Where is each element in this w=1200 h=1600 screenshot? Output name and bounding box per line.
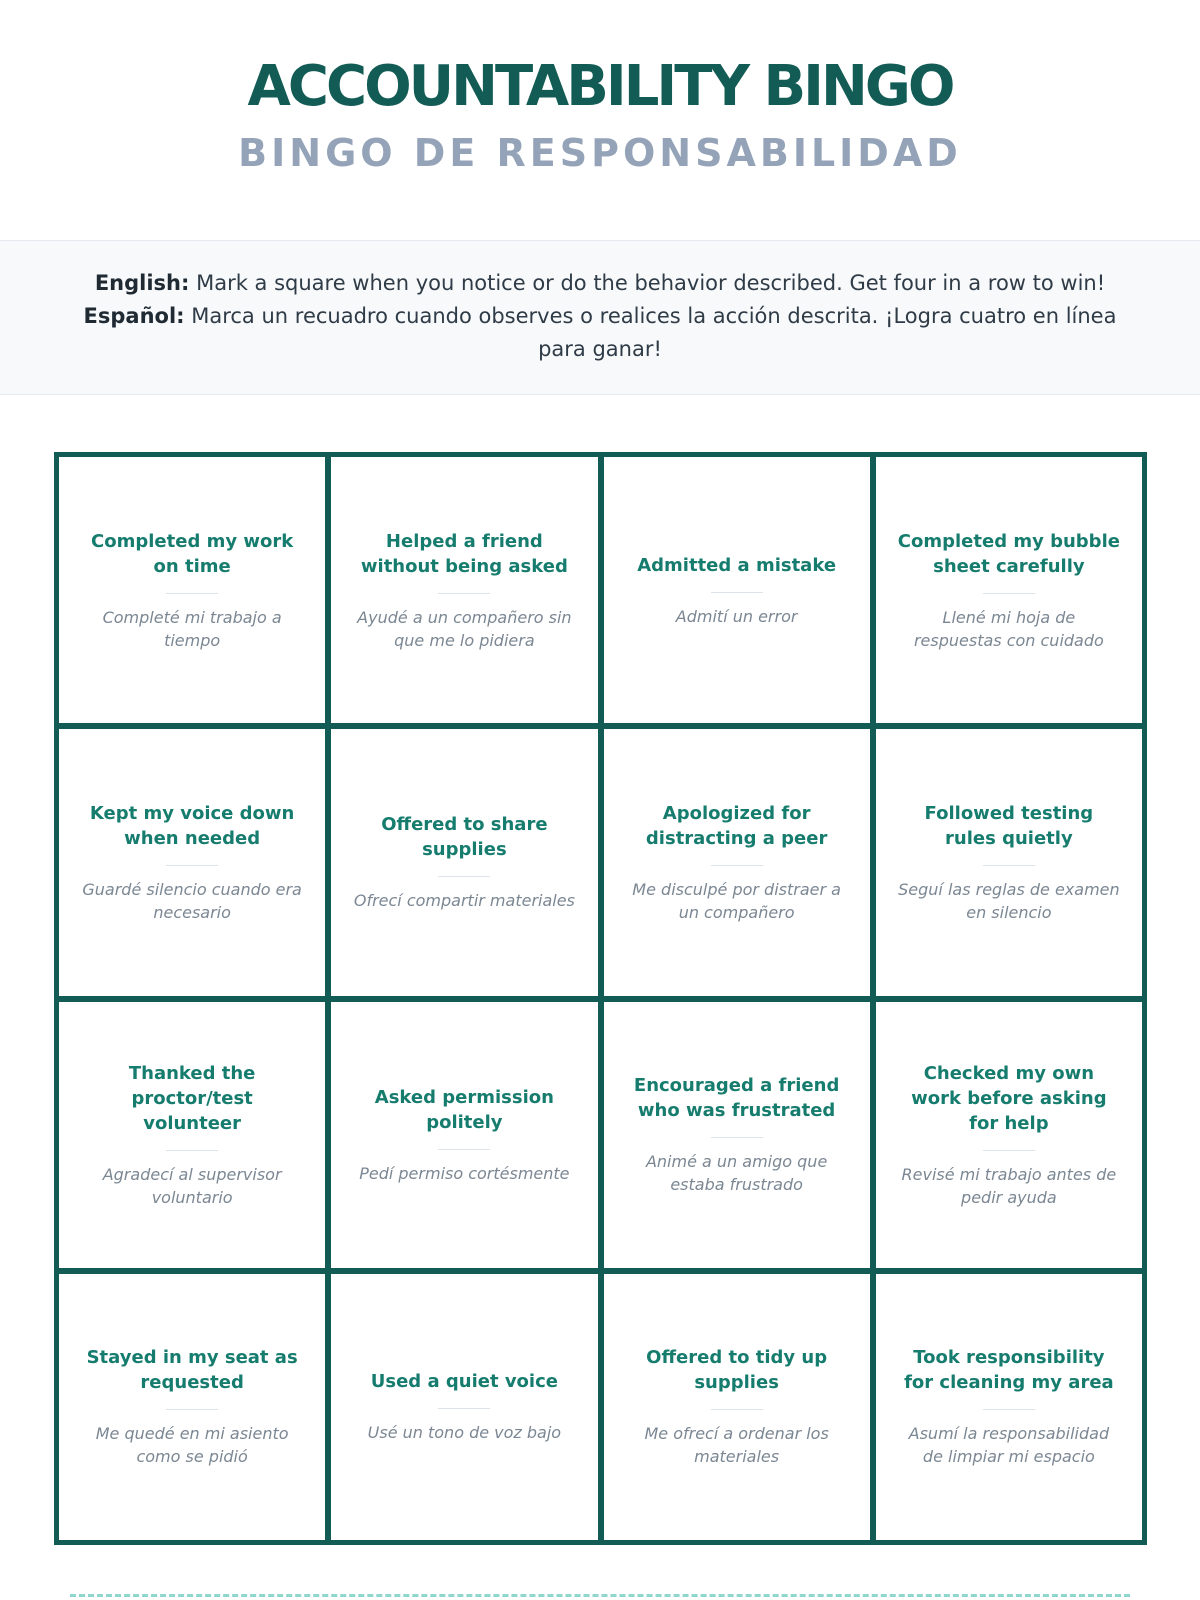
bingo-cell[interactable]: [331, 729, 597, 995]
page-title: ACCOUNTABILITY BINGO: [247, 54, 953, 119]
english-label: English:: [94, 271, 190, 295]
cell-divider: [438, 1149, 490, 1150]
cell-divider: [438, 1408, 490, 1409]
bingo-cell[interactable]: [331, 457, 597, 723]
cell-english: Encouraged a friend who was frustrated: [633, 1075, 840, 1122]
bingo-cell[interactable]: [59, 1002, 325, 1268]
cell-divider: [711, 592, 763, 593]
cell-spanish: Me ofrecí a ordenar los materiales: [644, 1424, 829, 1467]
cell-spanish: Pedí permiso cortésmente: [359, 1163, 570, 1183]
cell-english: Checked my own work before asking for help: [911, 1062, 1107, 1134]
instructions-spanish: [60, 300, 1140, 366]
spanish-label: Español:: [83, 304, 185, 328]
cell-divider: [711, 865, 763, 866]
bingo-cell[interactable]: [59, 457, 325, 723]
cell-divider: [711, 1137, 763, 1138]
cell-divider: [711, 1409, 763, 1410]
cell-english: Completed my bubble sheet carefully: [897, 530, 1120, 577]
cell-english: Used a quiet voice: [370, 1371, 558, 1393]
cell-spanish: Seguí las reglas de examen en silencio: [898, 879, 1120, 922]
cell-english: Took responsibility for cleaning my area: [904, 1347, 1114, 1394]
cell-spanish: Revisé mi trabajo antes de pedir ayuda: [901, 1164, 1117, 1207]
cell-english: Stayed in my seat as requested: [86, 1347, 298, 1394]
instructions-panel: [0, 240, 1200, 395]
english-text: Mark a square when you notice or do the behavior described. Get four in a row to win!: [189, 271, 1106, 295]
bingo-cell[interactable]: [604, 729, 870, 995]
cell-english: Asked permission politely: [374, 1086, 554, 1133]
dashed-divider: [70, 1594, 1130, 1597]
bingo-cell[interactable]: [876, 457, 1142, 723]
cell-english: Kept my voice down when needed: [89, 802, 295, 849]
cell-divider: [983, 593, 1035, 594]
cell-spanish: Usé un tono de voz bajo: [367, 1423, 562, 1443]
cell-divider: [438, 876, 490, 877]
bingo-cell[interactable]: [604, 457, 870, 723]
bingo-board: [54, 452, 1147, 1545]
cell-divider: [166, 1409, 218, 1410]
cell-divider: [166, 593, 218, 594]
cell-spanish: Animé a un amigo que estaba frustrado: [645, 1152, 828, 1195]
cell-spanish: Me quedé en mi asiento como se pidió: [95, 1424, 289, 1467]
cell-english: Admitted a mistake: [637, 554, 837, 576]
bingo-cell[interactable]: [331, 1274, 597, 1540]
cell-english: Offered to tidy up supplies: [646, 1347, 828, 1394]
cell-divider: [166, 1150, 218, 1151]
bingo-cell[interactable]: [331, 1002, 597, 1268]
page-subtitle: BINGO DE RESPONSABILIDAD: [238, 131, 962, 175]
cell-spanish: Asumí la responsabilidad de limpiar mi espacio: [908, 1424, 1110, 1467]
cell-spanish: Admití un error: [675, 606, 798, 626]
bingo-cell[interactable]: [59, 729, 325, 995]
cell-english: Apologized for distracting a peer: [645, 802, 828, 849]
bingo-cell[interactable]: [604, 1274, 870, 1540]
cell-divider: [166, 865, 218, 866]
cell-spanish: Completé mi trabajo a tiempo: [102, 607, 282, 650]
bingo-cell[interactable]: [876, 1002, 1142, 1268]
cell-spanish: Me disculpé por distraer a un compañero: [632, 879, 841, 922]
cell-spanish: Ayudé a un compañero sin que me lo pidiera: [357, 607, 572, 650]
bingo-cell[interactable]: [876, 729, 1142, 995]
bingo-cell[interactable]: [876, 1274, 1142, 1540]
cell-divider: [438, 593, 490, 594]
cell-spanish: Llené mi hoja de respuestas con cuidado: [913, 607, 1104, 650]
cell-english: Followed testing rules quietly: [924, 802, 1094, 849]
cell-english: Completed my work on time: [91, 530, 294, 577]
cell-english: Helped a friend without being asked: [360, 530, 568, 577]
instructions-english: [60, 267, 1140, 300]
cell-spanish: Agradecí al supervisor voluntario: [102, 1164, 282, 1207]
cell-divider: [983, 1150, 1035, 1151]
cell-english: Thanked the proctor/test volunteer: [128, 1062, 256, 1134]
bingo-cell[interactable]: [604, 1002, 870, 1268]
spanish-text: Marca un recuadro cuando observes o realices la acción descrita. ¡Logra cuatro en línea para ganar!: [184, 304, 1117, 361]
cell-spanish: Guardé silencio cuando era necesario: [82, 879, 302, 922]
header: [0, 0, 1200, 240]
cell-spanish: Ofrecí compartir materiales: [353, 891, 575, 911]
cell-divider: [983, 865, 1035, 866]
bingo-cell[interactable]: [59, 1274, 325, 1540]
cell-divider: [983, 1409, 1035, 1410]
cell-english: Offered to share supplies: [381, 814, 548, 861]
